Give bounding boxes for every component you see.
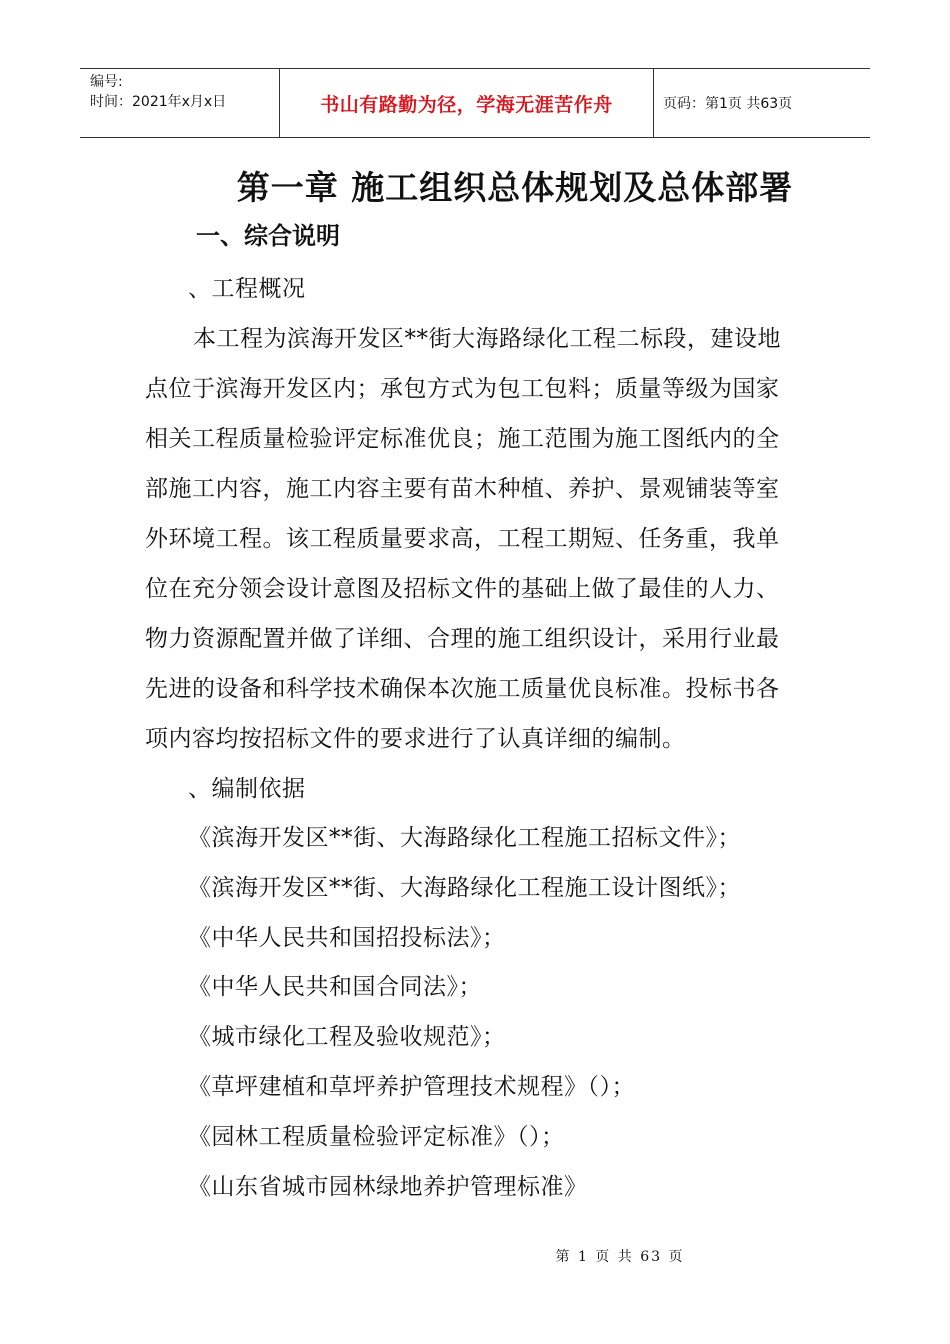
chapter-title: 第一章 施工组织总体规划及总体部署 xyxy=(236,168,794,207)
page-footer: 第 1 页 共 63 页 xyxy=(555,1249,685,1265)
overview-line: 外环境工程。该工程质量要求高，工程工期短、任务重，我单 xyxy=(145,526,780,552)
basis-item: 《中华人民共和国合同法》； xyxy=(188,974,482,1000)
overview-line: 相关工程质量检验评定标准优良；施工范围为施工图纸内的全 xyxy=(145,426,780,452)
basis-item: 《草坪建植和草坪养护管理技术规程》（）； xyxy=(188,1074,635,1100)
subsection-overview-heading: 、工程概况 xyxy=(188,276,306,302)
basis-item: 《中华人民共和国招投标法》； xyxy=(188,925,506,951)
overview-line: 项内容均按招标文件的要求进行了认真详细的编制。 xyxy=(145,726,686,752)
overview-line: 本工程为滨海开发区**街大海路绿化工程二标段，建设地 xyxy=(193,326,781,352)
overview-line: 部施工内容，施工内容主要有苗木种植、养护、景观铺装等室 xyxy=(145,476,780,502)
basis-item: 《滨海开发区**街、大海路绿化工程施工设计图纸》； xyxy=(188,875,741,901)
overview-line: 物力资源配置并做了详细、合理的施工组织设计，采用行业最 xyxy=(145,626,780,652)
header-time-label: 时间：2021年x月x日 xyxy=(90,94,227,110)
basis-item: 《城市绿化工程及验收规范》； xyxy=(188,1024,506,1050)
overview-line: 点位于滨海开发区内；承包方式为包工包料；质量等级为国家 xyxy=(145,376,780,402)
overview-line: 位在充分领会设计意图及招标文件的基础上做了最佳的人力、 xyxy=(145,576,780,602)
header-number-label: 编号: xyxy=(90,74,123,90)
basis-item: 《山东省城市园林绿地养护管理标准》 xyxy=(188,1174,588,1200)
basis-item: 《园林工程质量检验评定标准》（）； xyxy=(188,1124,565,1150)
subsection-basis-heading: 、编制依据 xyxy=(188,776,306,802)
document-header xyxy=(80,68,870,138)
overview-line: 先进的设备和科学技术确保本次施工质量优良标准。投标书各 xyxy=(145,676,780,702)
header-meta xyxy=(80,69,280,137)
header-motto: 书山有路勤为径，学海无涯苦作舟 xyxy=(280,69,654,137)
header-page-code: 页码：第1页 共63页 xyxy=(663,96,793,112)
section-title: 一、综合说明 xyxy=(196,222,340,250)
basis-item: 《滨海开发区**街、大海路绿化工程施工招标文件》； xyxy=(188,825,741,851)
